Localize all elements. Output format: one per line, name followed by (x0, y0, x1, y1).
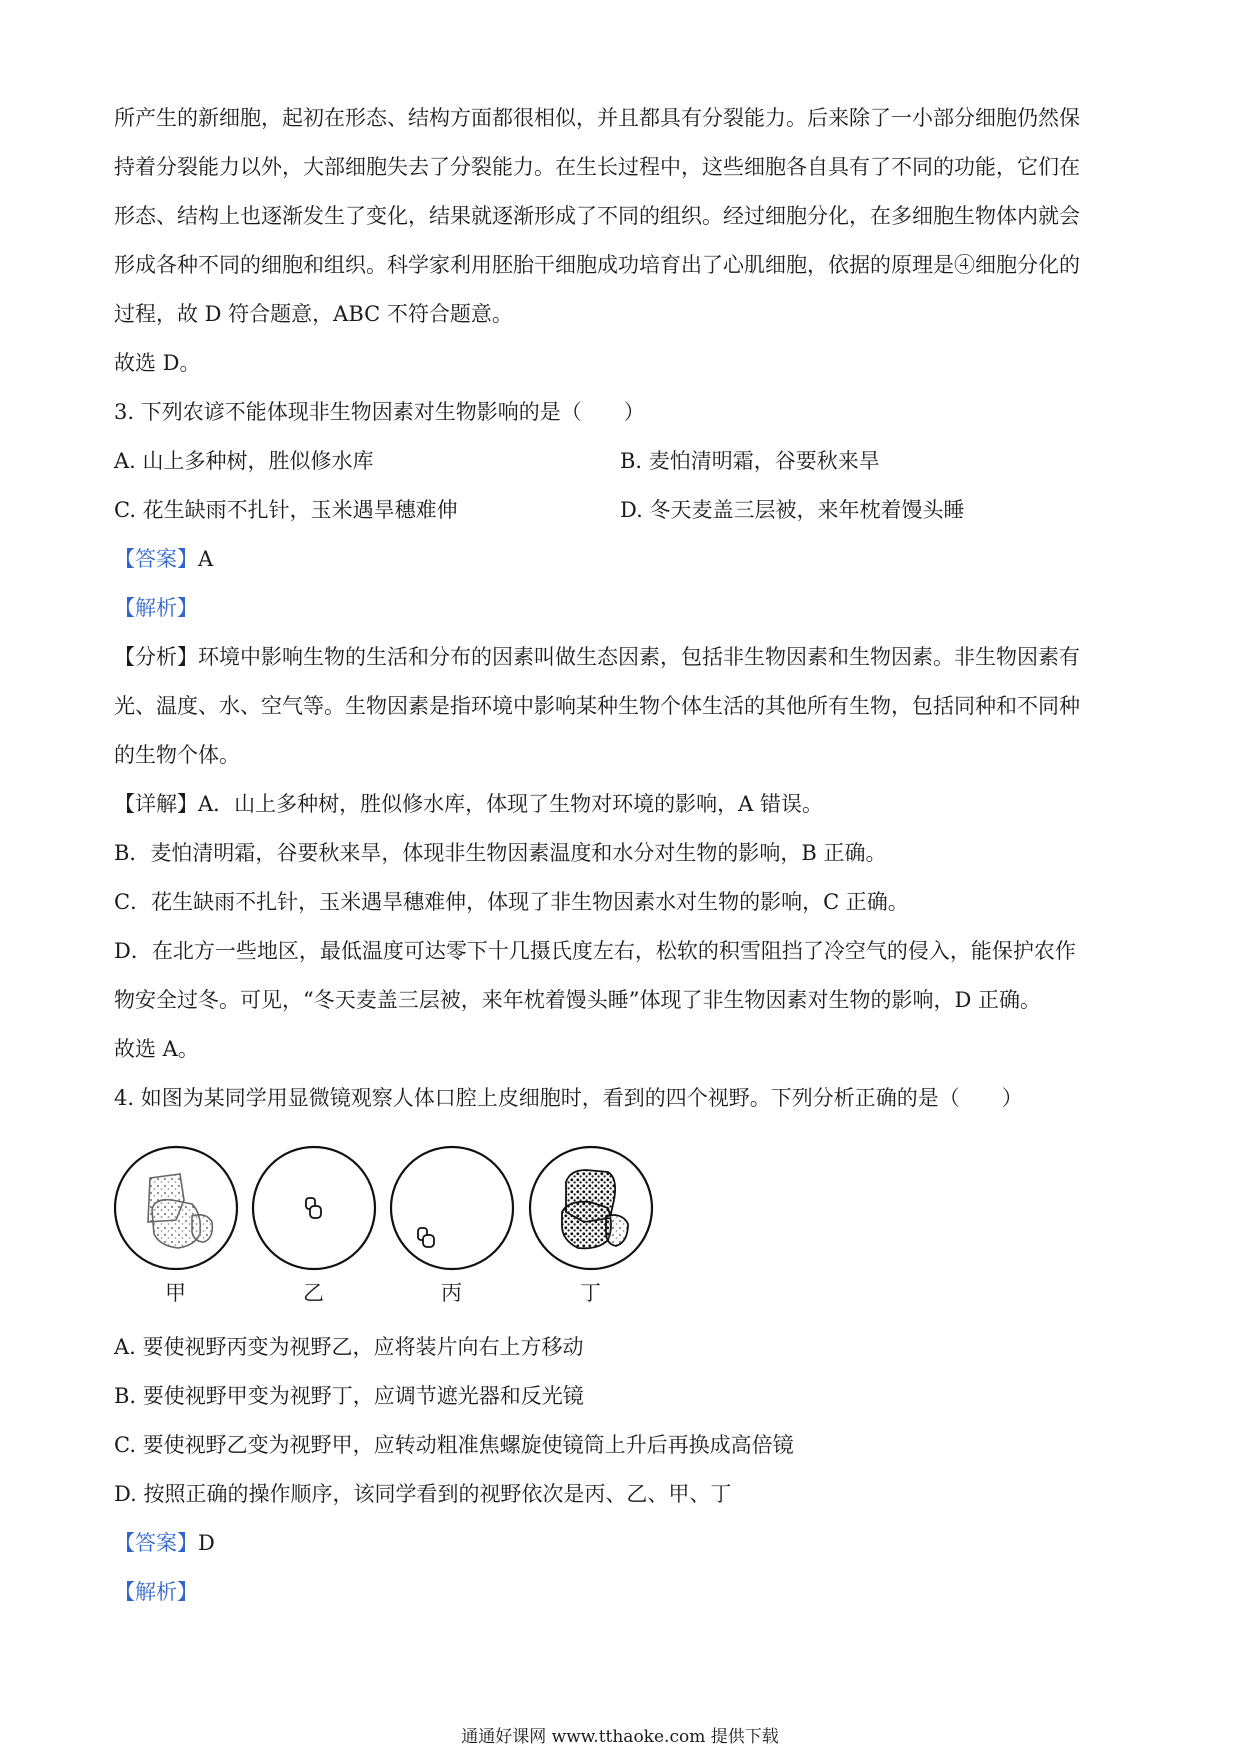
paragraph-line: 过程，故 D 符合题意，ABC 不符合题意。 (114, 302, 513, 326)
analysis-tag: 【解析】 (114, 1580, 198, 1604)
figure-label-bing: 丙 (441, 1281, 462, 1305)
q3-fenxi-line: 光、温度、水、空气等。生物因素是指环境中影响某种生物个体生活的其他所有生物，包括同种和不同种 (114, 694, 1080, 718)
paragraph-line: 所产生的新细胞，起初在形态、结构方面都很相似，并且都具有分裂能力。后来除了一小部分细胞仍然保 (114, 106, 1080, 130)
paragraph-line: 形成各种不同的细胞和组织。科学家利用胚胎干细胞成功培育出了心肌细胞，依据的原理是④细胞分化的 (114, 253, 1080, 277)
answer-value: D (198, 1531, 215, 1555)
page-footer: 通通好课网 www.tthaoke.com 提供下载 (461, 1727, 779, 1747)
paragraph-line: 持着分裂能力以外，大部细胞失去了分裂能力。在生长过程中，这些细胞各自具有了不同的功能，它们在 (114, 155, 1080, 179)
q3-option-a: A. 山上多种树，胜似修水库 (114, 449, 374, 473)
figure-label-ding: 丁 (580, 1281, 601, 1305)
conclusion-line: 故选 D。 (114, 351, 201, 375)
q3-option-b: B. 麦怕清明霜，谷要秋来旱 (620, 449, 880, 473)
q4-option-c: C. 要使视野乙变为视野甲，应转动粗准焦螺旋使镜筒上升后再换成高倍镜 (114, 1433, 794, 1457)
view-yi (253, 1147, 375, 1269)
answer-tag: 【答案】 (114, 1531, 198, 1555)
fenxi-text: 环境中影响生物的生活和分布的因素叫做生态因素，包括非生物因素和生物因素。非生物因素有 (198, 645, 1080, 669)
question-4-stem: 4. 如图为某同学用显微镜观察人体口腔上皮细胞时，看到的四个视野。下列分析正确的是（ ） (114, 1086, 1023, 1110)
q3-answer (114, 544, 213, 574)
q4-option-a: A. 要使视野丙变为视野乙，应将装片向右上方移动 (114, 1335, 584, 1359)
q4-answer (114, 1528, 215, 1558)
q3-xiangjie-line: C．花生缺雨不扎针，玉米遇旱穗难伸，体现了非生物因素水对生物的影响，C 正确。 (114, 890, 909, 914)
q4-analysis-heading (114, 1577, 198, 1607)
analysis-tag: 【解析】 (114, 596, 198, 620)
q3-option-c: C. 花生缺雨不扎针，玉米遇旱穗难伸 (114, 498, 458, 522)
paragraph-line: 形态、结构上也逐渐发生了变化，结果就逐渐形成了不同的组织。经过细胞分化，在多细胞生物体内就会 (114, 204, 1080, 228)
q3-analysis-heading (114, 593, 198, 623)
view-ding (530, 1147, 652, 1269)
q3-xiangjie-line (114, 789, 823, 819)
q3-option-d: D. 冬天麦盖三层被，来年枕着馒头睡 (620, 498, 965, 522)
figure-label-jia: 甲 (165, 1281, 186, 1305)
q4-option-d: D. 按照正确的操作顺序，该同学看到的视野依次是丙、乙、甲、丁 (114, 1482, 732, 1506)
q4-option-b: B. 要使视野甲变为视野丁，应调节遮光器和反光镜 (114, 1384, 584, 1408)
q3-fenxi-line (114, 642, 1080, 672)
figure-label-yi: 乙 (303, 1281, 324, 1305)
fenxi-tag: 【分析】 (114, 645, 198, 669)
q3-xiangjie-line: D．在北方一些地区，最低温度可达零下十几摄氏度左右，松软的积雪阻挡了冷空气的侵入，能保护农作 (114, 939, 1076, 963)
question-3-stem: 3. 下列农谚不能体现非生物因素对生物影响的是（ ） (114, 400, 645, 424)
q3-fenxi-line: 的生物个体。 (114, 743, 240, 767)
view-jia (115, 1147, 237, 1269)
q3-conclusion: 故选 A。 (114, 1037, 199, 1061)
xiangjie-tag: 【详解】 (114, 792, 198, 816)
answer-value: A (198, 547, 214, 571)
q3-xiangjie-line: 物安全过冬。可见，“冬天麦盖三层被，来年枕着馒头睡”体现了非生物因素对生物的影响，D 正确。 (114, 988, 1041, 1012)
microscope-views-figure (114, 1142, 674, 1312)
view-bing (391, 1147, 513, 1269)
answer-tag: 【答案】 (114, 547, 198, 571)
q3-xiangjie-line: B．麦怕清明霜，谷要秋来旱，体现非生物因素温度和水分对生物的影响，B 正确。 (114, 841, 887, 865)
xiangjie-text: A．山上多种树，胜似修水库，体现了生物对环境的影响，A 错误。 (198, 792, 824, 816)
